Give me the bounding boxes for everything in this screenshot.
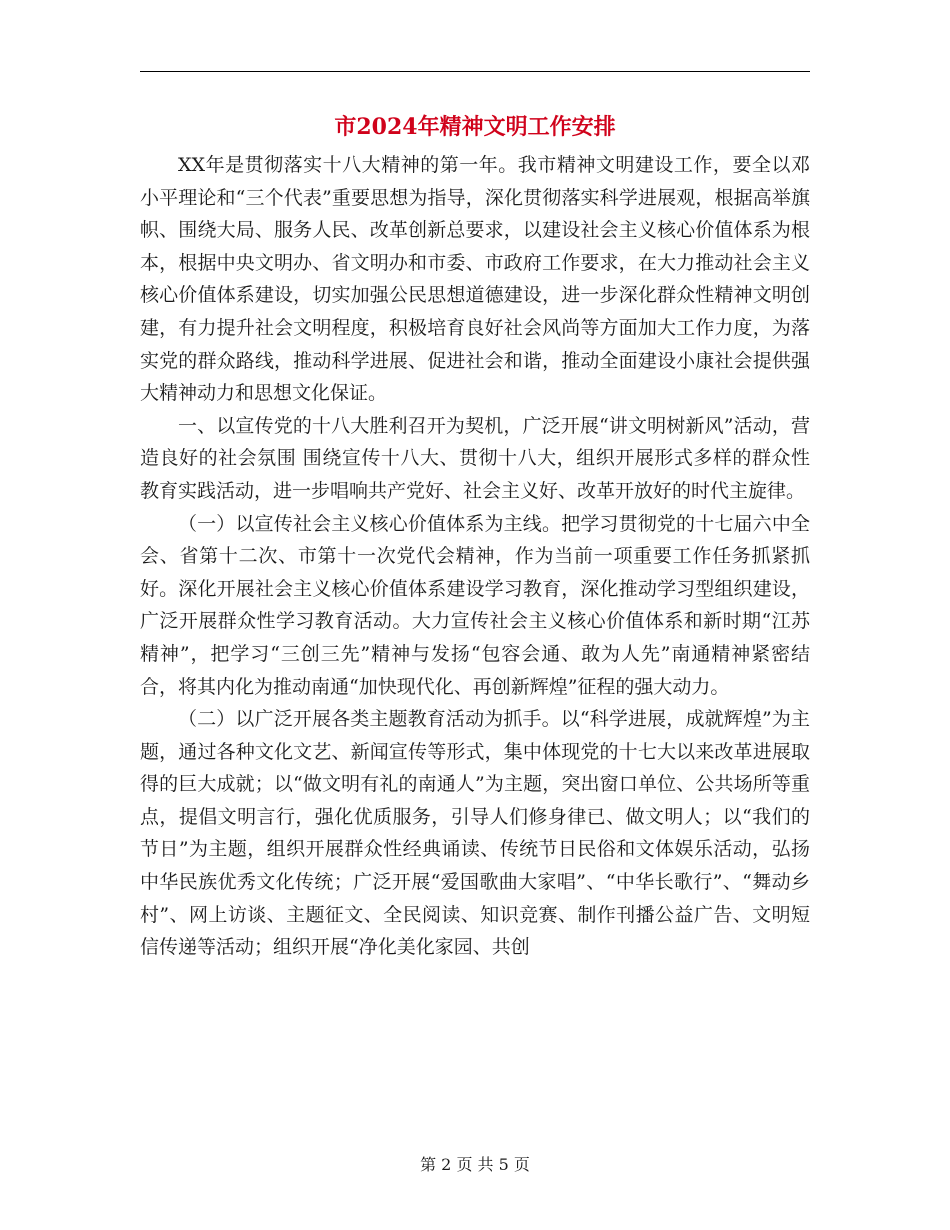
document-title: 市2024年精神文明工作安排 — [334, 114, 616, 140]
paragraph-section-1: 一、以宣传党的十八大胜利召开为契机，广泛开展“讲文明树新风”活动，营造良好的社会氛围 围绕宣传十八大、贯彻十八大，组织开展形式多样的群众性教育实践活动，进一步唱响共产党好、社会主义好、改革开放好的时代主旋律。 — [140, 414, 810, 502]
paragraph-subsection-2: （二）以广泛开展各类主题教育活动为抓手。以“科学进展，成就辉煌”为主题，通过各种文化文艺、新闻宣传等形式，集中体现党的十七大以来改革进展取得的巨大成就；以“做文明有礼的南通人”为主题，突出窗口单位、公共场所等重点，提倡文明言行，强化优质服务，引导人们修身律已、做文明人；以“我们的节日”为主题，组织开展群众性经典诵读、传统节日民俗和文体娱乐活动，弘扬中华民族优秀文化传统；广泛开展“爱国歌曲大家唱”、“中华长歌行”、“舞动乡村”、网上访谈、主题征文、全民阅读、知识竞赛、制作刊播公益广告、文明短信传递等活动；组织开展“净化美化家园、共创 — [140, 708, 810, 959]
header-rule — [140, 71, 810, 72]
paragraph-subsection-1: （一）以宣传社会主义核心价值体系为主线。把学习贯彻党的十七届六中全会、省第十二次、市第十一次党代会精神，作为当前一项重要工作任务抓紧抓好。深化开展社会主义核心价值体系建设学习教育，深化推动学习型组织建设，广泛开展群众性学习教育活动。大力宣传社会主义核心价值体系和新时期“江苏精神”，把学习“三创三先”精神与发扬“包容会通、敢为人先”南通精神紧密结合，将其内化为推动南通“加快现代化、再创新辉煌”征程的强大动力。 — [140, 512, 810, 698]
page-number-footer: 第 2 页 共 5 页 — [420, 1155, 530, 1174]
paragraph-intro: XX年是贯彻落实十八大精神的第一年。我市精神文明建设工作，要全以邓小平理论和“三个代表”重要思想为指导，深化贯彻落实科学进展观，根据高举旗帜、围绕大局、服务人民、改革创新总要求，以建设社会主义核心价值体系为根本，根据中央文明办、省文明办和市委、市政府工作要求，在大力推动社会主义核心价值体系建设，切实加强公民思想道德建设，进一步深化群众性精神文明创建，有力提升社会文明程度，积极培育良好社会风尚等方面加大工作力度，为落实党的群众路线，推动科学进展、促进社会和谐，推动全面建设小康社会提供强大精神动力和思想文化保证。 — [140, 154, 810, 405]
document-body — [140, 149, 810, 964]
